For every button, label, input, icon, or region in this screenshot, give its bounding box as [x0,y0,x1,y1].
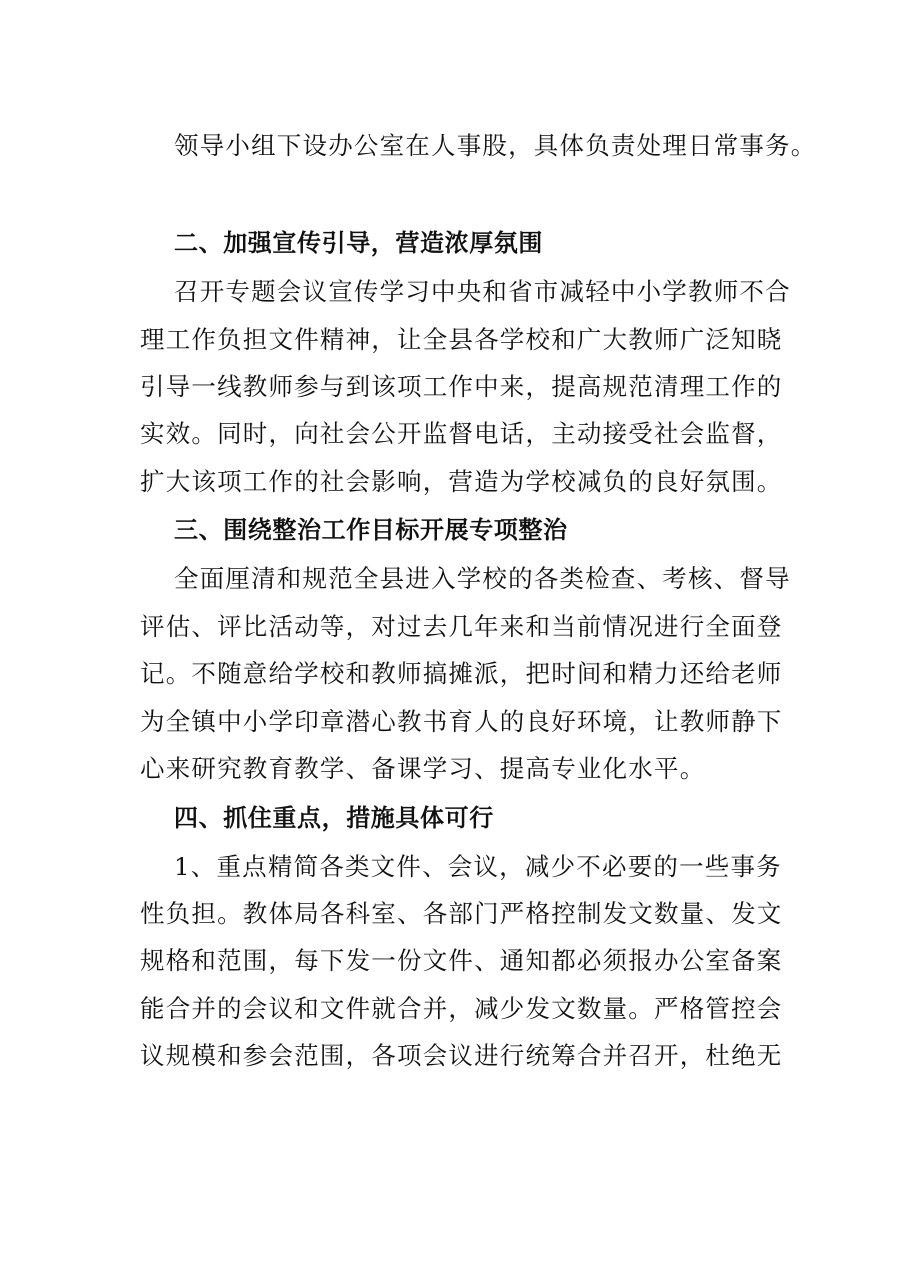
section-3-line: 评估、评比活动等，对过去几年来和当前情况进行全面登 [140,612,783,641]
section-3-line: 心来研究教育教学、备课学习、提高专业化水平。 [140,754,706,783]
section-4-line: 规格和范围，每下发一份文件、通知都必须报办公室备案 [140,946,783,975]
section-2-line: 实效。同时，向社会公开监督电话，主动接受社会监督， [140,419,783,448]
section-4-line: 性负担。教体局各科室、各部门严格控制发文数量、发文 [140,899,783,928]
section-2-line: 扩大该项工作的社会影响，营造为学校减负的良好氛围。 [140,467,783,496]
intro-paragraph-line: 领导小组下设办公室在人事股，具体负责处理日常事务。 [174,131,817,160]
section-2-line: 引导一线教师参与到该项工作中来，提高规范清理工作的 [140,372,783,401]
section-4-heading: 四、抓住重点，措施具体可行 [174,803,494,832]
section-3-heading: 三、围绕整治工作目标开展专项整治 [174,515,568,544]
section-2-line: 理工作负担文件精神，让全县各学校和广大教师广泛知晓 [140,325,783,354]
section-4-line: 能合并的会议和文件就合并，减少发文数量。严格管控会 [140,994,783,1023]
section-3-line: 全面厘清和规范全县进入学校的各类检查、考核、督导 [174,564,791,593]
section-4-line: 1、重点精简各类文件、会议，减少不必要的一些事务 [174,852,782,881]
section-3-line: 记。不随意给学校和教师搞摊派，把时间和精力还给老师 [140,659,783,688]
section-3-line: 为全镇中小学印章潜心教书育人的良好环境，让教师静下 [140,707,783,736]
section-2-heading: 二、加强宣传引导，营造浓厚氛围 [174,228,543,257]
section-4-line: 议规模和参会范围，各项会议进行统筹合并召开，杜绝无 [140,1041,783,1070]
section-2-line: 召开专题会议宣传学习中央和省市减轻中小学教师不合 [174,277,791,306]
